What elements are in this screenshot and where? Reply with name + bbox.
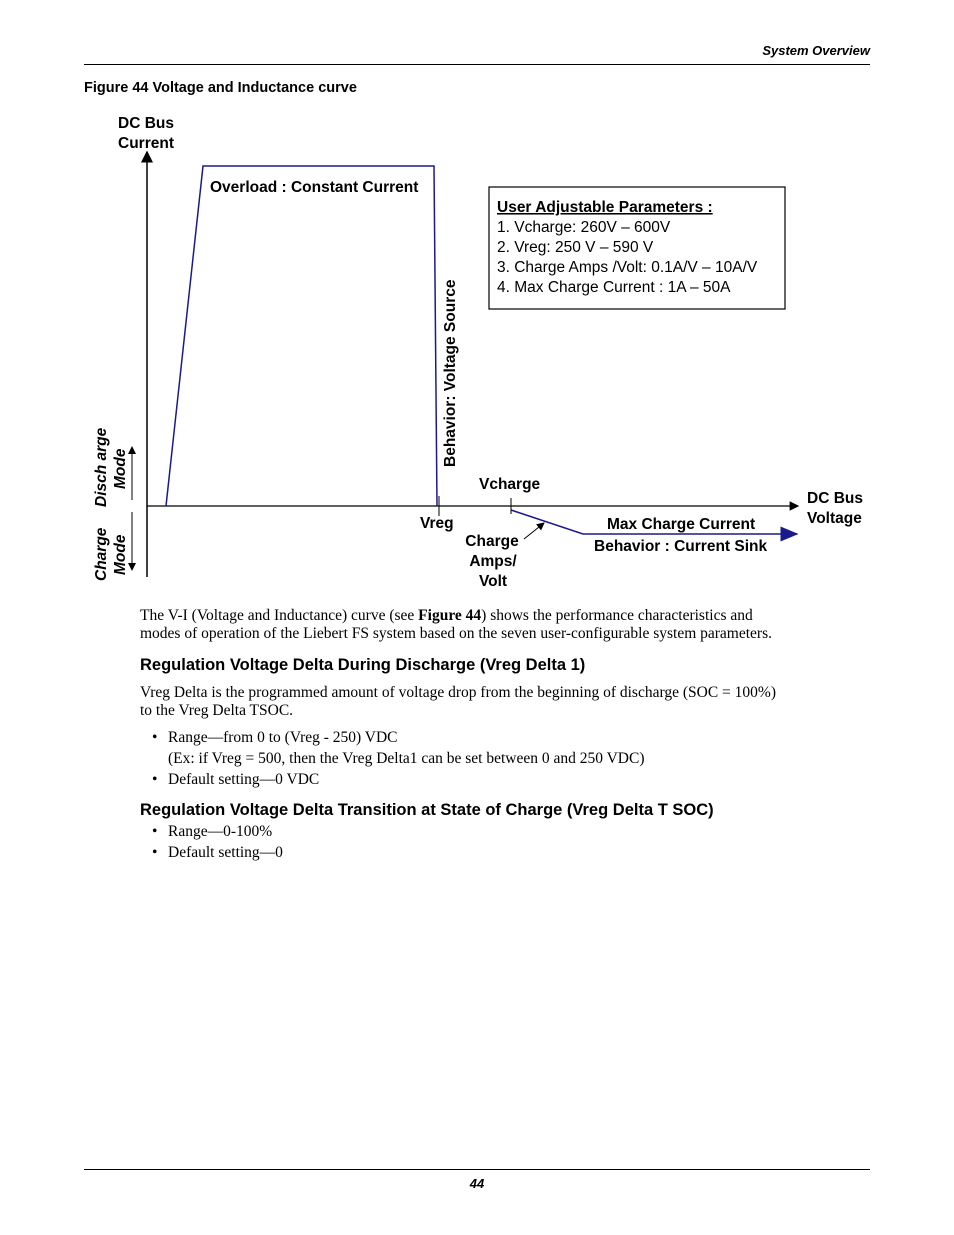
list-item-text: Default setting—0: [168, 844, 283, 861]
intro-text: The V-I (Voltage and Inductance) curve (see: [140, 607, 419, 624]
discharge-mode-label: Disch arge: [93, 427, 110, 507]
overload-label: Overload : Constant Current: [210, 179, 419, 196]
vreg-label: Vreg: [420, 515, 454, 532]
charge-amps-label: Charge: [465, 533, 519, 550]
footer-rule: [84, 1169, 870, 1170]
bullet-icon: •: [152, 729, 158, 746]
charge-amps-label-line3: Volt: [478, 573, 508, 590]
current-sink-label: Behavior : Current Sink: [594, 538, 768, 555]
parameter-item: 4. Max Charge Current : 1A – 50A: [497, 279, 731, 296]
x-axis-label-line2: Voltage: [807, 510, 862, 527]
section1-text-line2: to the Vreg Delta TSOC.: [140, 702, 294, 719]
section-heading-vreg-delta-t-soc: Regulation Voltage Delta Transition at State of Charge (Vreg Delta T SOC): [140, 801, 714, 819]
list-item: [152, 729, 398, 747]
y-axis-label-line2: Current: [118, 135, 174, 152]
vi-curve-diagram: [0, 0, 954, 600]
intro-text-cont: ) shows the performance characteristics and: [481, 607, 753, 624]
charge-amps-pointer: [524, 523, 544, 539]
voltage-source-label: Behavior: Voltage Source: [442, 279, 459, 467]
figure-reference-link: Figure 44: [418, 607, 482, 624]
section1-text: Vreg Delta is the programmed amount of voltage drop from the beginning of discharge (SOC = 100%): [140, 684, 776, 701]
parameter-item: 1. Vcharge: 260V – 600V: [497, 219, 671, 236]
section-title: System Overview: [762, 43, 870, 58]
section-heading-vreg-delta-1: Regulation Voltage Delta During Discharge (Vreg Delta 1): [140, 656, 586, 674]
parameter-item: 2. Vreg: 250 V – 590 V: [497, 239, 654, 256]
list-item-note: (Ex: if Vreg = 500, then the Vreg Delta1 can be set between 0 and 250 VDC): [168, 750, 645, 767]
max-charge-label: Max Charge Current: [607, 516, 756, 533]
bullet-icon: •: [152, 771, 158, 788]
section1-paragraph: [140, 684, 875, 720]
vi-curve-line: [166, 166, 437, 506]
parameter-item: 3. Charge Amps /Volt: 0.1A/V – 10A/V: [497, 259, 758, 276]
list-item-text: Range—0-100%: [168, 823, 273, 840]
intro-paragraph: [140, 607, 875, 643]
charge-amps-label-line2: Amps/: [469, 553, 517, 570]
list-item: [152, 823, 272, 841]
intro-text-line2: modes of operation of the Liebert FS system based on the seven user-configurable system parameters.: [140, 625, 772, 642]
list-item-text: Range—from 0 to (Vreg - 250) VDC: [168, 729, 398, 746]
discharge-mode-label-line2: Mode: [112, 448, 129, 489]
list-item-text: Default setting—0 VDC: [168, 771, 320, 788]
figure-caption: Figure 44 Voltage and Inductance curve: [84, 80, 357, 96]
y-axis-label: DC Bus: [118, 115, 174, 132]
bullet-icon: •: [152, 844, 158, 861]
parameters-title: User Adjustable Parameters :: [497, 199, 713, 216]
charge-mode-label-line2: Mode: [112, 534, 129, 575]
page-number: 44: [469, 1176, 485, 1191]
x-axis-label: DC Bus: [807, 490, 863, 507]
vcharge-label: Vcharge: [479, 476, 541, 493]
list-item: [152, 771, 319, 789]
list-item: [152, 844, 283, 862]
bullet-icon: •: [152, 823, 158, 840]
charge-mode-label: Charge: [93, 527, 110, 581]
